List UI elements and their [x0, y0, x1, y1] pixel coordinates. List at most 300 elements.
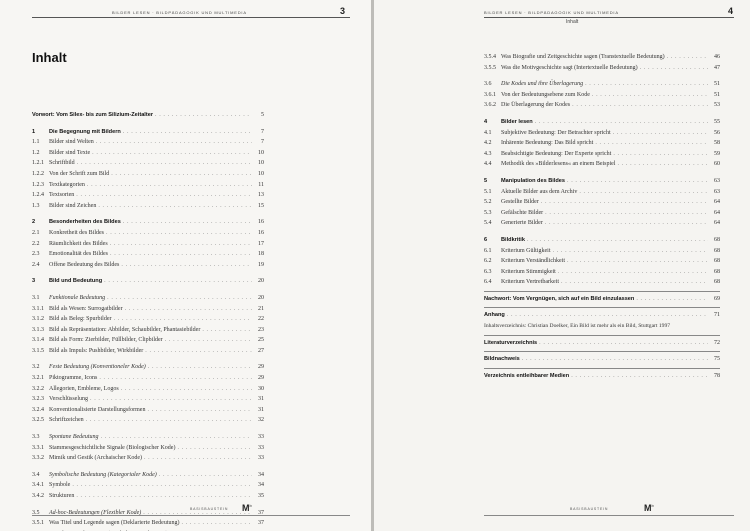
- toc-entry-number: 1.2.1: [32, 160, 44, 167]
- dot-leader: [147, 405, 252, 416]
- toc-entry-title: Generierte Bilder: [501, 220, 543, 227]
- toc-entry-title: Bild als Repräsentation: Abbilder, Schaubilder, Phantasiebilder: [49, 326, 201, 333]
- toc-entry-page: 11: [258, 181, 264, 188]
- toc-entry-page: 71: [714, 312, 720, 319]
- toc-entry: [484, 138, 720, 149]
- toc-entry: [32, 480, 264, 491]
- toc-entry: [32, 325, 264, 336]
- toc-entry-page: 34: [258, 471, 264, 478]
- dot-leader: [106, 228, 252, 239]
- toc-entry-page: 56: [714, 129, 720, 136]
- page-number: 4: [728, 6, 734, 16]
- toc-entry-title: Spontane Bedeutung: [49, 434, 99, 441]
- toc-entry: [32, 432, 264, 443]
- dot-leader: [125, 304, 252, 315]
- toc-entry-page: 21: [258, 305, 264, 312]
- toc-entry-number: 3.5.5: [484, 64, 496, 71]
- toc-entry-number: 6.4: [484, 279, 492, 286]
- toc-entry-title: Literaturverzeichnis: [484, 339, 538, 346]
- toc-entry-number: 1.2.4: [32, 192, 44, 199]
- toc-entry-title: Bilder lesen: [501, 118, 533, 125]
- toc-entry-title: Vorwort: Vom Silex- bis zum Silizium-Zeitalter: [32, 112, 154, 118]
- dot-leader: [181, 518, 252, 529]
- toc-entry-page: 23: [258, 326, 264, 333]
- toc-entry: [32, 314, 264, 325]
- toc-entry-number: 2.4: [32, 261, 40, 268]
- dot-leader: [87, 180, 252, 191]
- toc-entry-title: Was Biografie und Zeitgeschichte sagen (Transtextuelle Bedeutung): [501, 54, 665, 60]
- toc-entry-number: 6.3: [484, 268, 492, 275]
- toc-entry-title: Inhärente Bedeutung: Das Bild spricht: [501, 140, 594, 147]
- toc-entry-title: Kriterium Gültigkeit: [501, 247, 551, 254]
- dot-leader: [90, 394, 252, 405]
- toc-entry: [484, 321, 720, 332]
- toc-entry-number: 3.3.1: [32, 444, 44, 451]
- section-subhead: Inhalt: [566, 19, 579, 25]
- toc-entry: [32, 190, 264, 201]
- toc-entry-page: 59: [714, 150, 720, 157]
- toc-entry-title: Mimik und Gestik (Archaischer Kode): [49, 455, 142, 462]
- toc-entry-number: 2.2: [32, 240, 40, 247]
- toc-entry: [32, 415, 264, 426]
- toc-entry-title: Bildnachweis: [484, 356, 520, 363]
- page-title: Inhalt: [32, 50, 67, 65]
- toc-entry-title: Emotionalität des Bildes: [49, 251, 108, 258]
- dot-leader: [104, 276, 252, 287]
- toc-entry-number: 3.1.1: [32, 305, 44, 312]
- toc-entry-number: 6.1: [484, 247, 492, 254]
- toc-entry-page: 27: [258, 347, 264, 354]
- toc-entry-page: 33: [258, 455, 264, 462]
- toc-entry: [32, 470, 264, 481]
- toc-entry: [484, 149, 720, 160]
- toc-entry: [32, 169, 264, 180]
- dot-leader: [535, 117, 708, 128]
- toc-entry-number: 5: [484, 177, 488, 184]
- toc-entry-number: 1.2.3: [32, 181, 44, 188]
- toc-entry-page: 32: [258, 417, 264, 424]
- footer-rule: [484, 515, 734, 516]
- toc-entry-title: Aktuelle Bilder aus dem Archiv: [501, 188, 578, 195]
- toc-entry-page: 15: [258, 202, 264, 209]
- toc-entry: [32, 137, 264, 148]
- toc-entry-number: 5.1: [484, 188, 492, 195]
- toc-entry: [484, 371, 720, 382]
- toc-entry: [32, 335, 264, 346]
- toc-entry-title: Bild als Beleg: Spurbilder: [49, 316, 112, 323]
- toc-entry-title: Feste Bedeutung (Konventioneler Kode): [49, 364, 146, 371]
- toc-entry-number: 6.2: [484, 258, 492, 265]
- toc-entry-title: Die Überlagerung der Kodes: [501, 102, 571, 109]
- dot-leader: [121, 384, 252, 395]
- toc-entry: [32, 346, 264, 357]
- toc-entry: [32, 201, 264, 212]
- toc-entry-title: Stammesgeschichtliche Signale (Biologischer Kode): [49, 444, 176, 451]
- toc-entry-number: 1.1: [32, 139, 40, 146]
- dot-leader: [617, 159, 708, 170]
- toc-entry-page: 17: [258, 240, 264, 247]
- toc-entry-page: 37: [258, 509, 264, 516]
- toc-entry-number: 3.4.1: [32, 482, 44, 489]
- dot-leader: [98, 201, 252, 212]
- toc-entry-number: 3: [32, 278, 36, 285]
- dot-leader: [107, 293, 252, 304]
- toc-entry-page: 22: [258, 316, 264, 323]
- toc-entry-title: Subjektive Bedeutung: Der Betrachter spricht: [501, 129, 611, 136]
- toc-entry-page: 16: [258, 229, 264, 236]
- dot-leader: [667, 52, 708, 63]
- toc-entry-title: Symbolische Bedeutung (Kategorialer Kode): [49, 471, 157, 478]
- toc-entry-page: 63: [714, 177, 720, 184]
- toc-entry-page: 78: [714, 372, 720, 379]
- toc-entry-title: Bild und Bedeutung: [49, 278, 103, 285]
- left-page: [0, 0, 371, 531]
- toc-entry: [32, 127, 264, 138]
- toc-entry: [32, 276, 264, 287]
- toc-entry: [484, 187, 720, 198]
- toc-entry: [32, 384, 264, 395]
- right-page: [374, 0, 750, 531]
- toc-entry-page: 31: [258, 406, 264, 413]
- toc-entry: [32, 249, 264, 260]
- toc-entry-title: Textsorten: [49, 192, 75, 199]
- toc-entry-page: 10: [258, 160, 264, 167]
- toc-entry: [32, 453, 264, 464]
- toc-entry-number: 3.1.4: [32, 337, 44, 344]
- toc-entry-number: 2.3: [32, 251, 40, 258]
- dot-leader: [567, 256, 708, 267]
- toc-entry-title: Die Kodes und ihre Überlagerung: [501, 81, 584, 88]
- dot-leader: [99, 373, 252, 384]
- toc-entry-page: 75: [714, 356, 720, 363]
- dot-leader: [522, 354, 708, 365]
- toc-entry: [484, 159, 720, 170]
- dot-leader: [165, 335, 252, 346]
- toc-entry: [32, 362, 264, 373]
- toc-entry-number: 1.2: [32, 149, 40, 156]
- toc-entry-page: 51: [714, 81, 720, 88]
- toc-entry: [32, 260, 264, 271]
- table-of-contents: [484, 52, 720, 381]
- toc-entry: [32, 373, 264, 384]
- toc-entry-title: Kriterium Vertretbarkeit: [501, 279, 560, 286]
- toc-entry: [484, 267, 720, 278]
- toc-entry-page: 64: [714, 209, 720, 216]
- dot-leader: [579, 187, 708, 198]
- toc-entry-title: Verschlüsselung: [49, 396, 88, 403]
- toc-entry-title: Anhang: [484, 312, 505, 319]
- toc-entry: [484, 294, 720, 305]
- toc-entry-title: Kriterium Verständlichkeit: [501, 258, 566, 265]
- toc-entry-title: Bilder sind Texte: [49, 149, 91, 156]
- toc-entry-title: Textkategorien: [49, 181, 85, 188]
- toc-entry-page: 72: [714, 339, 720, 346]
- toc-entry-number: 3.5.4: [484, 54, 496, 60]
- dot-leader: [110, 249, 252, 260]
- toc-entry-title: Beabsichtigte Bedeutung: Der Experte spricht: [501, 150, 612, 157]
- toc-entry-page: 68: [714, 268, 720, 275]
- dot-leader: [571, 371, 708, 382]
- toc-entry: [484, 354, 720, 365]
- toc-entry-title: Schriftzeichen: [49, 417, 84, 424]
- toc-entry: [484, 176, 720, 187]
- toc-entry-page: 35: [258, 493, 264, 499]
- toc-entry: [32, 293, 264, 304]
- toc-entry: [32, 110, 264, 121]
- toc-entry-title: Kriterium Stimmigkeit: [501, 268, 556, 275]
- toc-entry-page: 58: [714, 140, 720, 147]
- toc-entry-number: 3.6.2: [484, 102, 496, 109]
- toc-entry-page: 68: [714, 236, 720, 243]
- dot-leader: [527, 235, 708, 246]
- toc-entry-title: Gestellte Bilder: [501, 199, 539, 206]
- toc-entry: [484, 310, 720, 321]
- toc-entry-page: 33: [258, 434, 264, 441]
- toc-entry-number: 4.2: [484, 140, 492, 147]
- dot-leader: [545, 218, 708, 229]
- toc-entry-title: Bilder sind Zeichen: [49, 202, 97, 209]
- dot-leader: [145, 346, 252, 357]
- toc-entry-title: Allegorien, Embleme, Logos: [49, 385, 119, 392]
- dot-leader: [613, 128, 708, 139]
- dot-leader: [159, 470, 252, 481]
- toc-entry-title: Symbole: [49, 482, 71, 489]
- toc-entry-page: 7: [261, 128, 264, 135]
- dot-leader: [177, 443, 252, 454]
- dot-leader: [592, 90, 708, 101]
- toc-entry: [32, 228, 264, 239]
- dot-leader: [507, 310, 708, 321]
- dot-leader: [111, 169, 252, 180]
- toc-entry: [32, 443, 264, 454]
- toc-entry-page: 69: [714, 295, 720, 302]
- dot-leader: [640, 63, 708, 74]
- dot-leader: [76, 190, 252, 201]
- toc-entry: [32, 239, 264, 250]
- header-rule: [32, 17, 350, 18]
- toc-entry-number: 5.2: [484, 199, 492, 206]
- toc-entry-number: 5.4: [484, 220, 492, 227]
- toc-entry-page: 51: [714, 91, 720, 98]
- table-of-contents: [32, 110, 264, 531]
- toc-entry-title: Piktogramme, Icons: [49, 375, 98, 382]
- running-head: BILDER LESEN · BILDPÄDAGOGIK UND MULTIMEDIA: [112, 10, 247, 15]
- dot-leader: [585, 79, 708, 90]
- toc-entry: [32, 148, 264, 159]
- page-number: 3: [340, 6, 346, 16]
- toc-entry: [32, 508, 264, 519]
- toc-entry-number: 3.2.5: [32, 417, 44, 424]
- toc-entry-page: 64: [714, 220, 720, 227]
- toc-entry-number: 3.2.1: [32, 375, 44, 382]
- toc-entry: [484, 246, 720, 257]
- toc-entry-number: 3.1.2: [32, 316, 44, 323]
- toc-entry: [484, 338, 720, 349]
- toc-entry-title: Konventionalisierte Darstellungsformen: [49, 406, 146, 413]
- dot-leader: [86, 415, 252, 426]
- dot-leader: [96, 137, 252, 148]
- toc-entry-number: 3.3: [32, 434, 40, 441]
- toc-entry-page: 7: [261, 139, 264, 146]
- toc-entry-page: 29: [258, 364, 264, 371]
- toc-entry-page: 34: [258, 482, 264, 489]
- toc-entry: [32, 518, 264, 529]
- toc-entry-number: 3.1.3: [32, 326, 44, 333]
- toc-entry-title: Bildkritik: [501, 236, 525, 243]
- toc-entry-title: Inhaltsverzeichnis: Christian Doelker, Ein Bild ist mehr als ein Bild, Stuttgart 1997: [484, 323, 671, 330]
- toc-entry: [484, 100, 720, 111]
- running-head: BILDER LESEN · BILDPÄDAGOGIK UND MULTIMEDIA: [484, 10, 619, 15]
- dot-leader: [636, 294, 708, 305]
- toc-entry-page: 53: [714, 102, 720, 109]
- toc-entry: [484, 256, 720, 267]
- toc-entry-number: 2.1: [32, 229, 40, 236]
- toc-entry: [32, 304, 264, 315]
- toc-entry-page: 31: [258, 396, 264, 403]
- dot-leader: [202, 325, 252, 336]
- toc-entry: [32, 217, 264, 228]
- toc-entry-title: Die Begegnung mit Bildern: [49, 128, 121, 135]
- toc-entry-number: 3.2.2: [32, 385, 44, 392]
- dot-leader: [144, 453, 252, 464]
- dot-leader: [567, 176, 708, 187]
- toc-entry-number: 5.3: [484, 209, 492, 216]
- dot-leader: [561, 277, 708, 288]
- toc-entry-title: Von der Schrift zum Bild: [49, 170, 110, 177]
- toc-entry: [484, 79, 720, 90]
- toc-entry-title: Strukturen: [49, 493, 75, 499]
- toc-entry-page: 25: [258, 337, 264, 344]
- toc-entry-title: Ad-hoc-Bedeutungen (Flexibler Kode): [49, 509, 142, 516]
- toc-entry-title: Bild als Wesen: Surrogatbilder: [49, 305, 123, 312]
- toc-entry-title: Nachwort: Vom Vergnügen, sich auf ein Bild einzulassen: [484, 295, 635, 302]
- toc-entry-page: 60: [714, 161, 720, 168]
- dot-leader: [121, 260, 252, 271]
- toc-entry-number: 4: [484, 118, 488, 125]
- toc-entry: [484, 63, 720, 74]
- toc-entry-title: Räumlichkeit des Bildes: [49, 240, 108, 247]
- dot-leader: [110, 239, 252, 250]
- footer-text: BASISBAUSTEIN: [570, 507, 609, 511]
- footer-rule: [32, 515, 350, 516]
- toc-entry: [484, 208, 720, 219]
- toc-entry-page: 37: [258, 520, 264, 527]
- dot-leader: [92, 148, 252, 159]
- toc-entry: [484, 90, 720, 101]
- toc-entry-title: Von der Bedeutungsebene zum Kode: [501, 91, 590, 98]
- toc-entry-page: 30: [258, 385, 264, 392]
- publisher-logo: $M^b$: [242, 503, 252, 513]
- toc-entry-number: 3.3.2: [32, 455, 44, 462]
- toc-entry-page: 47: [714, 64, 720, 71]
- toc-entry-page: 29: [258, 375, 264, 382]
- toc-entry: [32, 491, 264, 502]
- toc-entry-number: 3.6: [484, 81, 492, 88]
- toc-entry-number: 3.4.2: [32, 493, 44, 499]
- dot-leader: [595, 138, 708, 149]
- toc-entry-page: 20: [258, 294, 264, 301]
- toc-entry-page: 10: [258, 149, 264, 156]
- toc-entry: [484, 235, 720, 246]
- toc-entry-number: 1.2.2: [32, 170, 44, 177]
- toc-entry-number: 6: [484, 236, 488, 243]
- dot-leader: [541, 197, 708, 208]
- toc-entry-number: 3.2.4: [32, 406, 44, 413]
- toc-entry-number: 3.4: [32, 471, 40, 478]
- toc-entry: [484, 277, 720, 288]
- toc-entry-number: 3.6.1: [484, 91, 496, 98]
- toc-entry-title: Besonderheiten des Bildes: [49, 219, 121, 226]
- toc-entry-number: 3.2: [32, 364, 40, 371]
- dot-leader: [558, 267, 708, 278]
- publisher-logo: $M^b$: [644, 503, 654, 513]
- toc-entry-page: 55: [714, 118, 720, 125]
- toc-entry-title: Was die Motivgeschichte sagt (Intertextuelle Bedeutung): [501, 64, 638, 71]
- toc-entry-number: 3.1.5: [32, 347, 44, 354]
- toc-entry-number: 1.3: [32, 202, 40, 209]
- toc-entry-page: 18: [258, 251, 264, 258]
- toc-entry-number: 3.1: [32, 294, 40, 301]
- dot-leader: [76, 491, 252, 502]
- toc-entry-title: Bild als Form: Zierbilder, Füllbilder, Clipbilder: [49, 337, 163, 344]
- toc-entry-title: Konkretheit des Bildes: [49, 229, 104, 236]
- toc-entry-number: 1: [32, 128, 36, 135]
- toc-entry-page: 13: [258, 192, 264, 199]
- toc-entry-number: 3.2.3: [32, 396, 44, 403]
- toc-entry-page: 10: [258, 170, 264, 177]
- dot-leader: [545, 208, 708, 219]
- dot-leader: [613, 149, 708, 160]
- footer-text: BASISBAUSTEIN: [190, 507, 229, 511]
- header-rule: [484, 17, 734, 18]
- toc-entry: [484, 128, 720, 139]
- dot-leader: [553, 246, 709, 257]
- toc-entry-page: 64: [714, 199, 720, 206]
- toc-entry: [32, 405, 264, 416]
- dot-leader: [155, 110, 252, 121]
- toc-entry-title: Bild als Impuls: Pushbilder, Wirkbilder: [49, 347, 144, 354]
- toc-entry-page: 5: [261, 112, 264, 118]
- toc-entry-number: 2: [32, 219, 36, 226]
- dot-leader: [72, 480, 252, 491]
- toc-entry-page: 20: [258, 278, 264, 285]
- toc-entry-page: 46: [714, 54, 720, 60]
- toc-entry-number: 3.5: [32, 509, 40, 516]
- toc-entry: [484, 52, 720, 63]
- toc-entry: [32, 394, 264, 405]
- dot-leader: [572, 100, 708, 111]
- dot-leader: [123, 127, 252, 138]
- toc-entry-title: Gefälschte Bilder: [501, 209, 544, 216]
- toc-entry-title: Offene Bedeutung des Bildes: [49, 261, 120, 268]
- toc-entry: [484, 218, 720, 229]
- toc-entry-page: 19: [258, 261, 264, 268]
- dot-leader: [77, 158, 252, 169]
- toc-entry-title: Schriftbild: [49, 160, 75, 167]
- toc-entry: [484, 117, 720, 128]
- toc-entry-title: Funktionale Bedeutung: [49, 294, 106, 301]
- toc-entry-page: 68: [714, 247, 720, 254]
- toc-entry-title: Bilder sind Welten: [49, 139, 94, 146]
- dot-leader: [101, 432, 253, 443]
- toc-entry-number: 4.4: [484, 161, 492, 168]
- toc-entry-page: 68: [714, 279, 720, 286]
- toc-entry-page: 68: [714, 258, 720, 265]
- toc-entry: [32, 158, 264, 169]
- toc-entry-number: 3.5.1: [32, 520, 44, 527]
- toc-entry-page: 16: [258, 219, 264, 226]
- toc-entry: [32, 180, 264, 191]
